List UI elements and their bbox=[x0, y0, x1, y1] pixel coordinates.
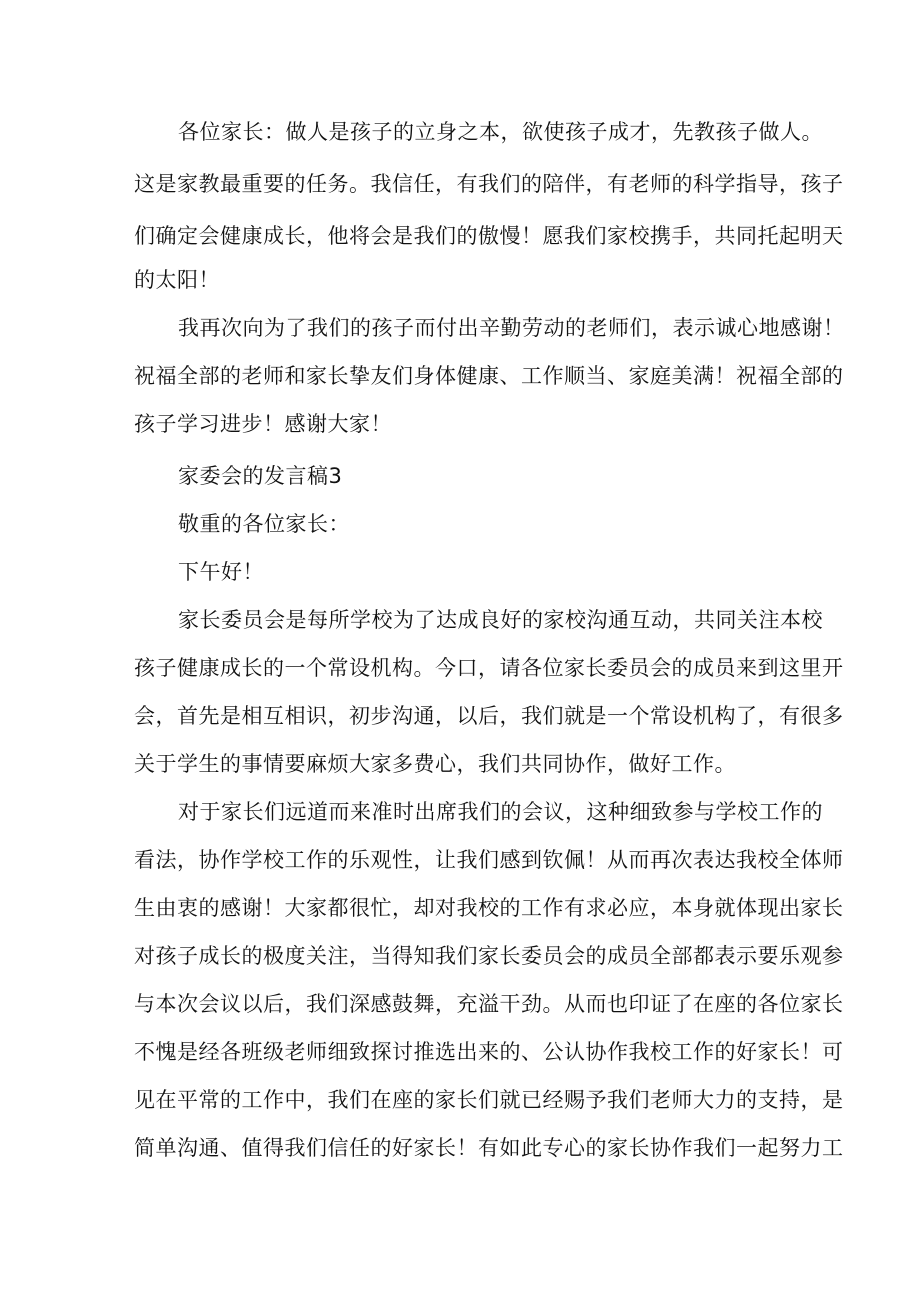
paragraph-3-line-3: 会，首先是相互相识，初步沟通，以后，我们就是一个常设机构了，有很多 bbox=[134, 704, 844, 728]
paragraph-4-line-7: 见在平常的工作中，我们在座的家长们就已经赐予我们老师大力的支持，是 bbox=[134, 1088, 844, 1112]
paragraph-4-line-8: 简单沟通、值得我们信任的好家长！有如此专心的家长协作我们一起努力工 bbox=[134, 1136, 844, 1160]
paragraph-2-line-1: 我再次向为了我们的孩子而付出辛勤劳动的老师们，表示诚心地感谢！ bbox=[178, 316, 845, 340]
paragraph-1-line-1: 各位家长：做人是孩子的立身之本，欲使孩子成才，先教孩子做人。 bbox=[178, 120, 823, 144]
paragraph-1-line-3: 们确定会健康成长，他将会是我们的傲慢！愿我们家校携手，共同托起明天 bbox=[134, 224, 844, 248]
paragraph-1-line-4: 的太阳！ bbox=[134, 268, 220, 292]
paragraph-4-line-4: 对孩子成长的极度关注，当得知我们家长委员会的成员全部都表示要乐观参 bbox=[134, 944, 844, 968]
paragraph-2-line-2: 祝福全部的老师和家长挚友们身体健康、工作顺当、家庭美满！祝福全部的 bbox=[134, 364, 844, 388]
paragraph-4-line-1: 对于家长们远道而来准时出席我们的会议，这种细致参与学校工作的 bbox=[178, 800, 823, 824]
paragraph-3-line-2: 孩子健康成长的一个常设机构。今口，请各位家长委员会的成员来到这里开 bbox=[134, 656, 844, 680]
paragraph-4-line-2: 看法，协作学校工作的乐观性，让我们感到钦佩！从而再次表达我校全体师 bbox=[134, 848, 844, 872]
paragraph-3-line-1: 家长委员会是每所学校为了达成良好的家校沟通互动，共同关注本校 bbox=[178, 608, 823, 632]
paragraph-4-line-3: 生由衷的感谢！大家都很忙，却对我校的工作有求必应，本身就体现出家长 bbox=[134, 896, 844, 920]
paragraph-2-line-3: 孩子学习进步！感谢大家！ bbox=[134, 412, 392, 436]
paragraph-4-line-6: 不愧是经各班级老师细致探讨推选出来的、公认协作我校工作的好家长！可 bbox=[134, 1040, 844, 1064]
paragraph-3-line-4: 关于学生的事情要麻烦大家多费心，我们共同协作，做好工作。 bbox=[134, 752, 736, 776]
section-heading: 家委会的发言稿3 bbox=[178, 464, 343, 488]
paragraph-1-line-2: 这是家教最重要的任务。我信任，有我们的陪伴，有老师的科学指导，孩子 bbox=[134, 172, 844, 196]
paragraph-4-line-5: 与本次会议以后，我们深感鼓舞，充溢干劲。从而也印证了在座的各位家长 bbox=[134, 992, 844, 1016]
salutation: 敬重的各位家长： bbox=[178, 512, 350, 536]
greeting: 下午好！ bbox=[178, 560, 264, 584]
